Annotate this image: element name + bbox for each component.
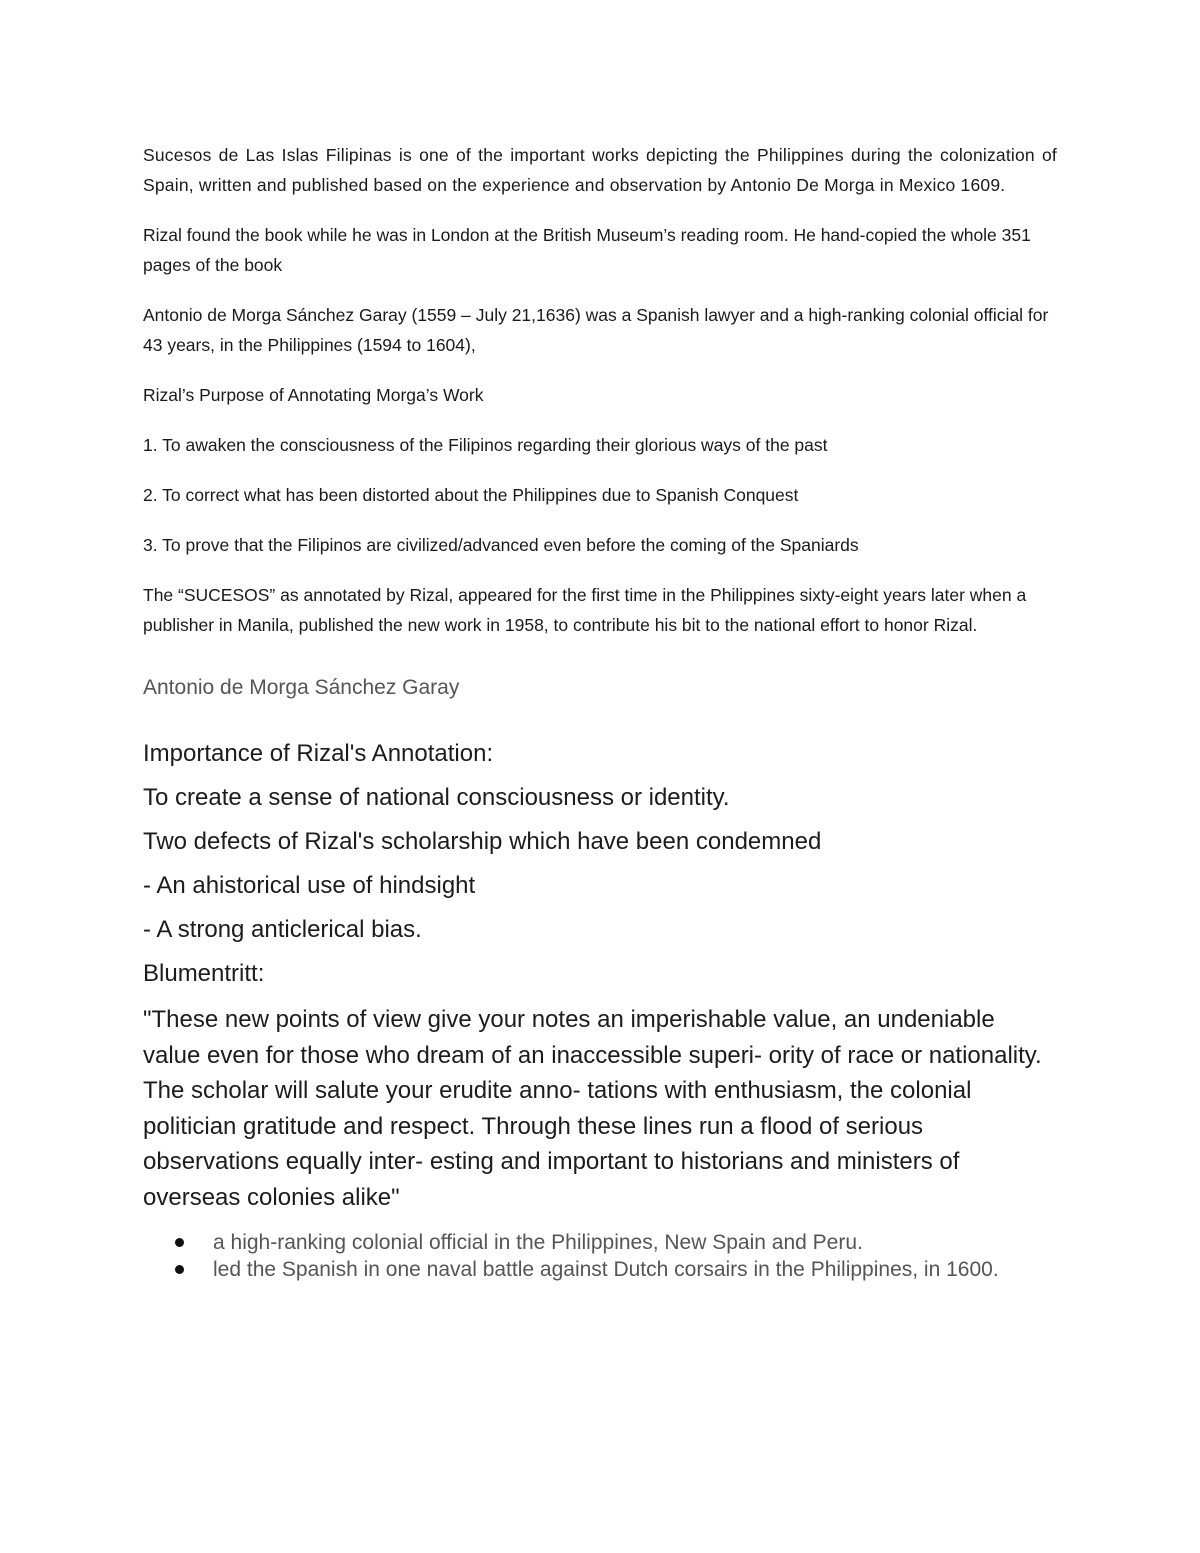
importance-line: To create a sense of national consciousness or identity. [143, 784, 730, 811]
morga-bio-paragraph: Antonio de Morga Sánchez Garay (1559 – July 21,1636) was a Spanish lawyer and a high-ranking colonial official for 43 years, in the Philippines (1594 to 1604), [143, 305, 1049, 355]
bullet-icon [175, 1265, 184, 1274]
purpose-item-3: 3. To prove that the Filipinos are civilized/advanced even before the coming of the Spaniards [143, 535, 859, 555]
bullet-item [173, 1256, 1057, 1283]
morga-bullet-list [143, 1229, 1057, 1283]
defect-item-1: - An ahistorical use of hindsight [143, 872, 476, 899]
importance-heading: Importance of Rizal's Annotation: [143, 740, 494, 767]
bullet-item [173, 1229, 1057, 1256]
blumentritt-quote: "These new points of view give your notes an imperishable value, an undeniable value even for those who dream of an inaccessible superi- ority of race or nationality. The scholar will salute your erudite anno- tations with enthusiasm, the colonial politician gratitude and respect. Through these lines run a flood of serious observations equally inter- esting and important to historians and ministers of overseas colonies alike" [143, 1006, 1042, 1211]
defect-item-2: - A strong anticlerical bias. [143, 916, 422, 943]
document-body [143, 140, 1057, 1283]
morga-name-heading: Antonio de Morga Sánchez Garay [143, 676, 460, 699]
intro-paragraph: Sucesos de Las Islas Filipinas is one of the important works depicting the Philippines during the colonization of Spain, written and published based on the experience and observation by Antonio De Morga in Mexico 1609. [143, 145, 1057, 195]
bullet-text: a high-ranking colonial official in the Philippines, New Spain and Peru. [213, 1231, 863, 1254]
sucesos-paragraph: The “SUCESOS” as annotated by Rizal, appeared for the first time in the Philippines sixty-eight years later when a publisher in Manila, published the new work in 1958, to contribute his bit to the national effort to honor Rizal. [143, 585, 1027, 635]
purpose-item-2: 2. To correct what has been distorted about the Philippines due to Spanish Conquest [143, 485, 799, 505]
bullet-text: led the Spanish in one naval battle against Dutch corsairs in the Philippines, in 1600. [213, 1258, 999, 1281]
blumentritt-label: Blumentritt: [143, 960, 265, 987]
defects-heading: Two defects of Rizal's scholarship which have been condemned [143, 828, 822, 855]
rizal-found-paragraph: Rizal found the book while he was in London at the British Museum’s reading room. He hand-copied the whole 351 pages of the book [143, 225, 1031, 275]
bullet-icon [175, 1238, 184, 1247]
purpose-item-1: 1. To awaken the consciousness of the Filipinos regarding their glorious ways of the past [143, 435, 828, 455]
purpose-heading: Rizal’s Purpose of Annotating Morga’s Work [143, 385, 484, 405]
